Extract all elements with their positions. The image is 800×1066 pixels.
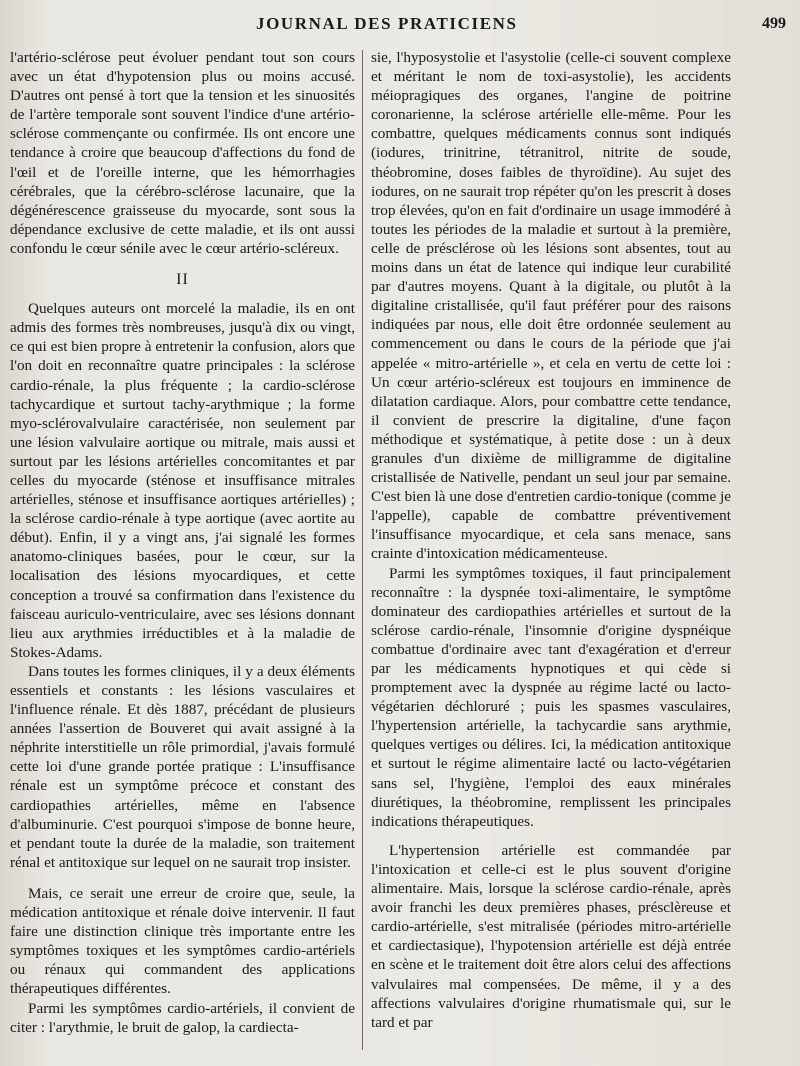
paragraph: Parmi les symptômes toxiques, il faut principalement reconnaître : la dyspnée toxi-alimentaire, le symptôme dominateur des cardiopathies artérielles et surtout de la sclérose cardio-rénale, l'insomnie d'origine dyspnéique combattue d'ordinaire avec tant d'exagération et d'erreur par les médicaments hypnotiques et qui cède si promptement avec la dyspnée au régime lacté ou lacto-végétarien déchloruré ; puis les spasmes vasculaires, l'hypertension artérielle, la tachycardie sans arythmie, quelques vertiges ou délires. Ici, la médication antitoxique et surtout le régime alimentaire lacté ou lacto-végétarien sans sel, l'hygiène, l'emploi des eaux minérales diurétiques, la théobromine, remplissent les principales indications thérapeutiques. bbox=[371, 564, 731, 830]
column-divider bbox=[362, 50, 363, 1050]
paragraph: L'hypertension artérielle est commandée par l'intoxication et celle-ci est le plus souvent d'origine alimentaire. Mais, lorsque la sclérose cardio-rénale, après avoir franchi les deux premières phases, présclèreuse et cardio-artérielle, s'est mitralisée (périodes mitro-artérielle et cardiectasique), l'hypotension artérielle est déjà entrée en scène et le traitement doit être alors celui des affections valvulaires mal compensées. De même, il y a des affections valvulaires d'origine rhumatismale qui, sur le tard et par bbox=[371, 841, 731, 1031]
left-column bbox=[10, 48, 355, 1037]
page-number: 499 bbox=[762, 15, 786, 32]
section-number: II bbox=[176, 271, 189, 289]
paragraph: Dans toutes les formes cliniques, il y a deux éléments essentiels et constants : les lésions vasculaires et l'influence rénale. Et dès 1887, précédant de plusieurs années l'assertion de Bouveret qui avait assigné à la néphrite interstitielle un rôle primordial, j'avais formulé cette loi d'une grande portée pratique : L'insuffisance rénale est un symptôme précoce et constant des cardiopathies artérielles, même en l'absence d'albuminurie. C'est pourquoi s'impose de bonne heure, et pendant toute la durée de la maladie, son traitement rénal et antitoxique sur lequel on ne saurait trop insister. bbox=[10, 662, 355, 871]
paragraph: Mais, ce serait une erreur de croire que, seule, la médication antitoxique et rénale doive intervenir. Il faut faire une distinction clinique très importante entre les symptômes toxiques et les symptômes cardio-artériels ou rénaux qui commandent des applications thérapeutiques différentes. bbox=[10, 884, 355, 998]
paragraph: l'artério-sclérose peut évoluer pendant tout son cours avec un état d'hypotension plus ou moins accusé. D'autres ont pensé à tort que la tension et les sinuosités de l'artère temporale sont souvent l'indice d'une artério-sclérose commençante ou confirmée. Ils ont encore une tendance à croire que beaucoup d'affections du fond de l'œil et de l'oreille interne, que les hémorrhagies cérébrales, que la cérébro-sclérose lacunaire, que la dégénérescence graisseuse du myocarde, sont sous la dépendance exclusive de cette maladie, et ils ont aussi confondu le cœur sénile avec le cœur artério-scléreux. bbox=[10, 49, 355, 257]
right-column bbox=[371, 48, 731, 1032]
page-header bbox=[0, 12, 800, 38]
paragraph: Parmi les symptômes cardio-artériels, il convient de citer : l'arythmie, le bruit de galop, la cardiecta- bbox=[10, 999, 355, 1036]
running-title: JOURNAL DES PRATICIENS bbox=[256, 14, 518, 33]
paragraph: Quelques auteurs ont morcelé la maladie, ils en ont admis des formes très nombreuses, jusqu'à dix ou vingt, ce qui est bien propre à entretenir la confusion, alors que l'on doit en reconnaître quatre principales : la sclérose cardio-rénale, la plus fréquente ; la cardio-sclérose tachycardique et surtout tachy-arythmique ; la forme myo-sclérovalvulaire caractérisée, non seulement par une lésion valvulaire aortique ou mitrale, mais aussi et surtout par les lésions artérielles concomitantes et par celles du myocarde (sténose et insuffisance mitrales artérielles, sténose et insuffisance aortiques artérielles) ; la sclérose cardio-rénale à type aortique (avec aortite au début). Enfin, il y a vingt ans, j'ai signalé les formes anatomo-cliniques basées, pour le cœur, sur la localisation des lésions myocardiques, et cette conception a trouvé sa confirmation dans l'existence du faisceau auriculo-ventriculaire, avec ses lésions donnant lieu aux arythmies irréductibles et à la maladie de Stokes-Adams. bbox=[10, 300, 355, 661]
paragraph: sie, l'hyposystolie et l'asystolie (celle-ci souvent complexe et méritant le nom de toxi-asystolie), les accidents méiopragiques des organes, l'angine de poitrine coronarienne, la sclérose artérielle elle-même. Pour les combattre, quelques médicaments connus sont indiqués (iodures, trinitrine, tétranitrol, nitrite de soude, théobromine, doses faibles de thyroïdine). Au sujet des iodures, on ne saurait trop répéter qu'on les prescrit à doses trop élevées, qu'on en fait d'ordinaire un usage immodéré à toutes les périodes de la maladie et surtout à la première, celle de présclérose où les lésions sont absentes, tout au moins dans un état de latence qui indique leur curabilité par d'autres moyens. Quant à la digitale, ou plutôt à la digitaline cristallisée, qu'il faut préférer pour des raisons indiquées par nous, elle doit être ordonnée seulement au commencement ou dans le cours de la période que j'ai appelée « mitro-artérielle », et cela en vertu de cette loi : Un cœur artério-scléreux est toujours en imminence de dilatation cardiaque. Alors, pour combattre cette tendance, il convient de prescrire la digitaline, d'une façon méthodique et systématique, à petite dose : un à deux granules d'un dixième de milligramme de digitaline cristallisée de Nativelle, pendant un seul jour par semaine. C'est bien là une dose d'entretien cardio-tonique (comme je l'appelle), capable de combattre préventivement l'insuffisance myocardique, et cela sans menace, sans crainte d'intoxication médicamenteuse. bbox=[371, 49, 731, 563]
